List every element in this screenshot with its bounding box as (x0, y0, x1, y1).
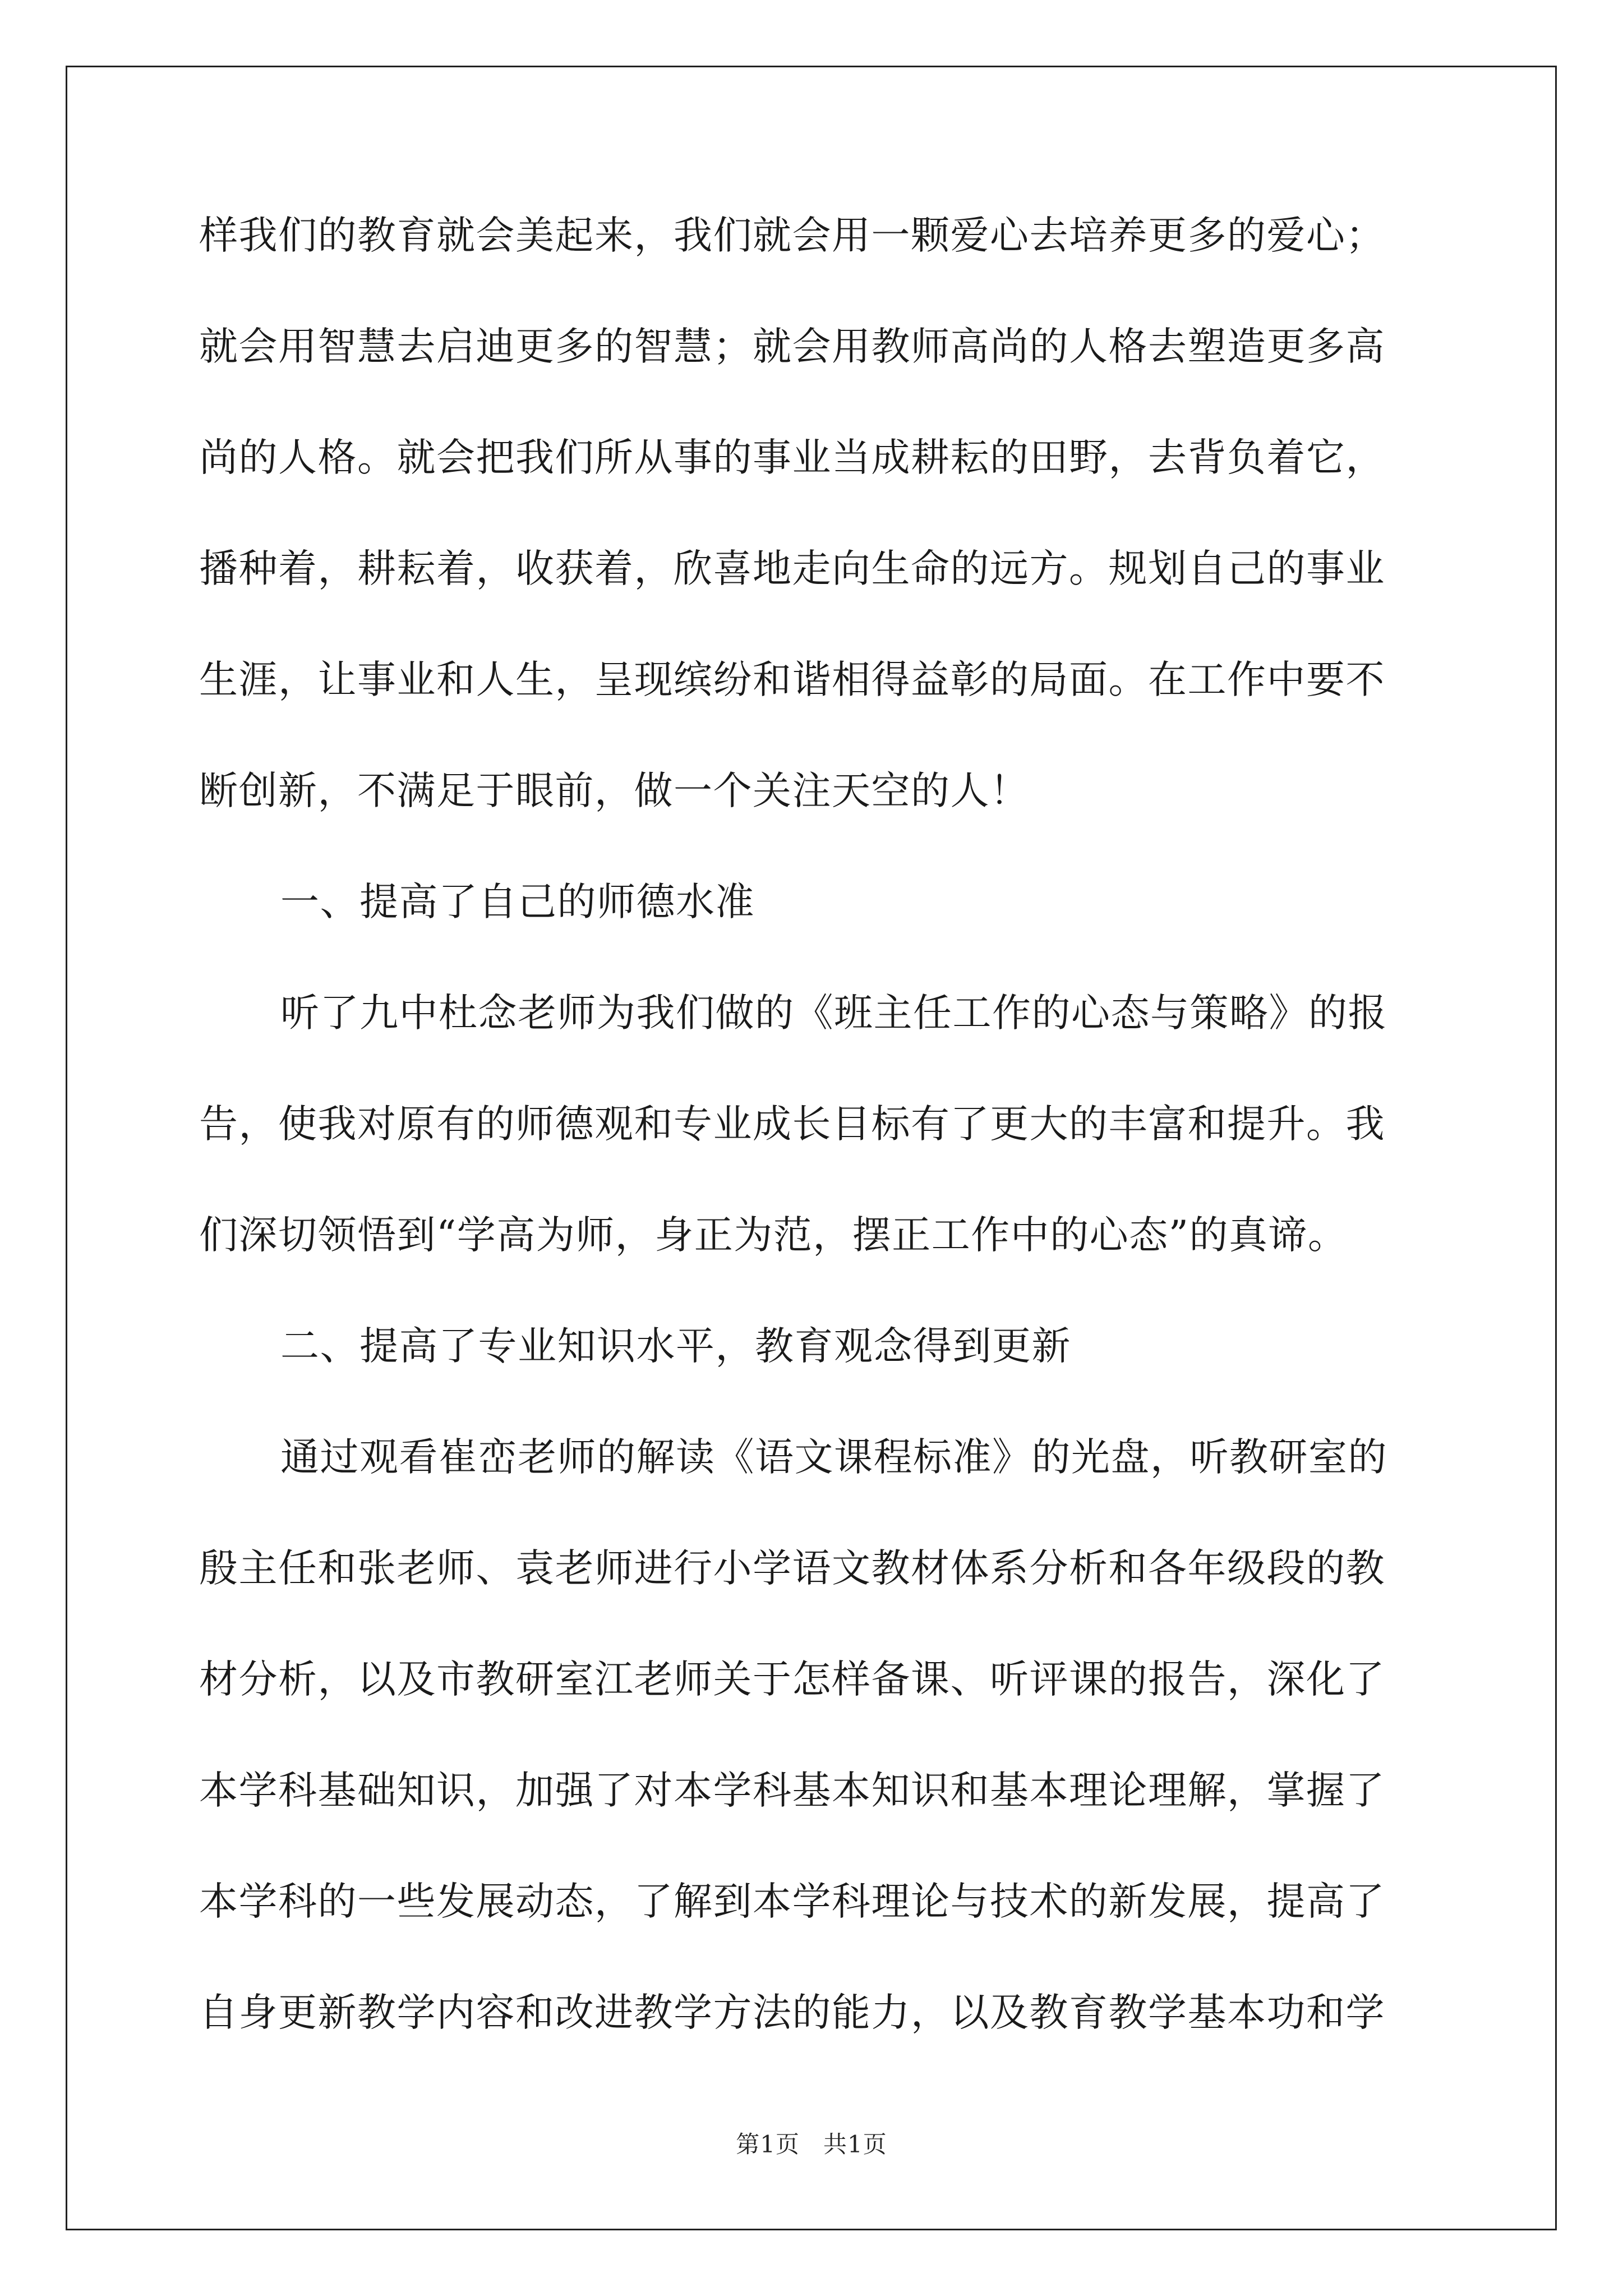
body-line: 播种着，耕耘着，收获着，欣喜地走向生命的远方。规划自己的事业 (199, 546, 1385, 591)
body-line: 告，使我对原有的师德观和专业成长目标有了更大的丰富和提升。我 (199, 1102, 1385, 1147)
body-line: 样我们的教育就会美起来，我们就会用一颗爱心去培养更多的爱心； (199, 213, 1385, 258)
section-heading-2: 二、提高了专业知识水平，教育观念得到更新 (280, 1324, 1071, 1369)
section-heading-1: 一、提高了自己的师德水准 (280, 880, 755, 924)
document-body (199, 202, 1422, 2090)
body-line: 们深切领悟到“学高为师，身正为范，摆正工作中的心态”的真谛。 (199, 1213, 1348, 1258)
body-line: 生涯，让事业和人生，呈现缤纷和谐相得益彰的局面。在工作中要不 (199, 657, 1385, 702)
body-line: 断创新，不满足于眼前，做一个关注天空的人！ (199, 769, 1030, 813)
body-line: 通过观看崔峦老师的解读《语文课程标准》的光盘，听教研室的 (280, 1435, 1387, 1480)
body-line: 自身更新教学内容和改进教学方法的能力，以及教育教学基本功和学 (199, 1990, 1385, 2035)
page-footer (0, 2126, 1623, 2160)
body-line: 听了九中杜念老师为我们做的《班主任工作的心态与策略》的报 (280, 991, 1387, 1036)
body-line: 本学科的一些发展动态，了解到本学科理论与技术的新发展，提高了 (199, 1879, 1385, 1924)
body-line: 殷主任和张老师、袁老师进行小学语文教材体系分析和各年级段的教 (199, 1546, 1385, 1591)
page-number-total: 共1页 (823, 2131, 887, 2158)
body-line: 就会用智慧去启迪更多的智慧；就会用教师高尚的人格去塑造更多高 (199, 324, 1385, 369)
body-line: 尚的人格。就会把我们所从事的事业当成耕耘的田野，去背负着它， (199, 435, 1385, 480)
body-line: 本学科基础知识，加强了对本学科基本知识和基本理论理解，掌握了 (199, 1768, 1385, 1813)
body-line: 材分析，以及市教研室江老师关于怎样备课、听评课的报告，深化了 (199, 1657, 1385, 1702)
page-number-current: 第1页 (736, 2131, 800, 2158)
